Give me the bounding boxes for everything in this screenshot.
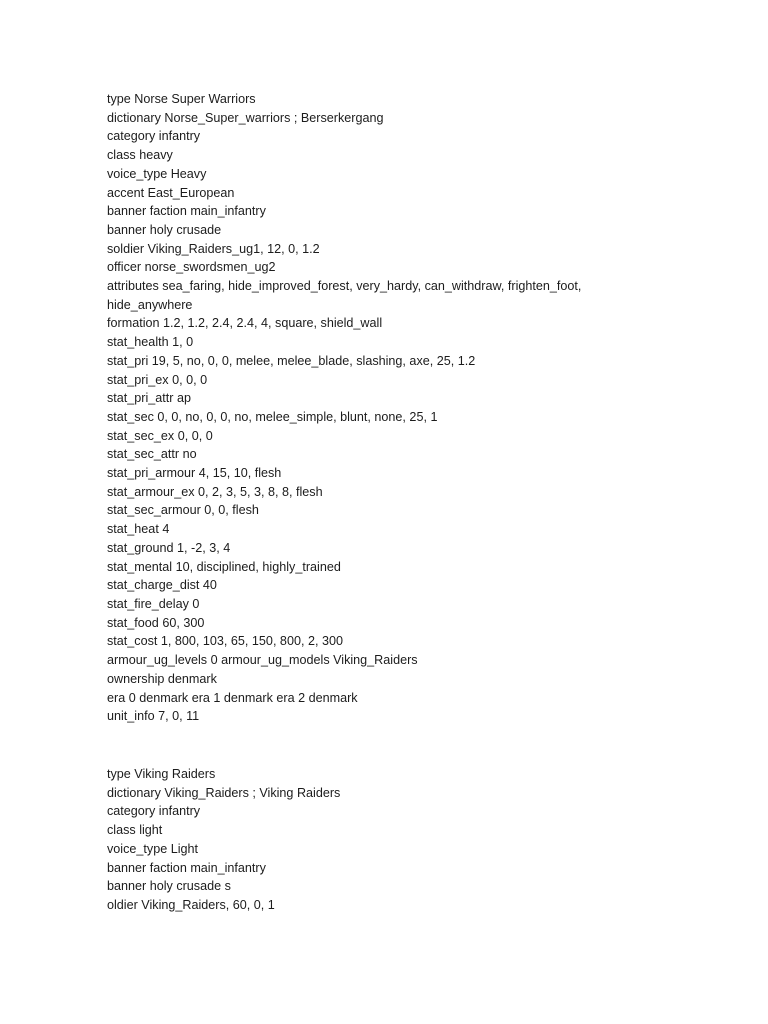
text-line: stat_sec 0, 0, no, 0, 0, no, melee_simple, blunt, none, 25, 1 — [107, 409, 438, 424]
text-line: voice_type Light — [107, 841, 199, 856]
text-line: banner holy crusade s — [107, 879, 231, 894]
text-line: class light — [107, 823, 163, 838]
text-line: dictionary Viking_Raiders ; Viking Raiders — [107, 785, 341, 800]
text-line: stat_heat 4 — [107, 522, 170, 537]
text-line: stat_health 1, 0 — [107, 335, 194, 350]
text-line: category infantry — [107, 804, 201, 819]
unit-entry-norse-super-warriors — [107, 90, 727, 726]
text-line: armour_ug_levels 0 armour_ug_models Viking_Raiders — [107, 653, 418, 668]
text-line: category infantry — [107, 129, 201, 144]
text-line: banner faction main_infantry — [107, 860, 266, 875]
text-line: stat_cost 1, 800, 103, 65, 150, 800, 2, 300 — [107, 634, 343, 649]
text-line: stat_pri_ex 0, 0, 0 — [107, 372, 208, 387]
text-line: class heavy — [107, 148, 173, 163]
text-line: ownership denmark — [107, 671, 217, 686]
text-line: stat_food 60, 300 — [107, 615, 205, 630]
text-line: stat_pri_attr ap — [107, 391, 192, 406]
text-line: type Norse Super Warriors — [107, 92, 256, 106]
text-line: stat_mental 10, disciplined, highly_trained — [107, 559, 341, 574]
text-line: stat_charge_dist 40 — [107, 578, 217, 593]
text-line: attributes sea_faring, hide_improved_forest, very_hardy, can_withdraw, frighten_foot, — [107, 279, 582, 294]
text-line: banner holy crusade — [107, 222, 222, 237]
text-line: unit_info 7, 0, 11 — [107, 709, 200, 724]
text-line: stat_ground 1, -2, 3, 4 — [107, 540, 231, 555]
text-line: formation 1.2, 1.2, 2.4, 2.4, 4, square, shield_wall — [107, 316, 383, 331]
text-line: banner faction main_infantry — [107, 204, 266, 219]
text-line: stat_sec_attr no — [107, 447, 197, 462]
text-line: type Viking Raiders — [107, 767, 216, 781]
text-line: stat_armour_ex 0, 2, 3, 5, 3, 8, 8, flesh — [107, 484, 323, 499]
text-line: hide_anywhere — [107, 297, 193, 312]
text-line: soldier Viking_Raiders_ug1, 12, 0, 1.2 — [107, 241, 320, 256]
unit-entry-viking-raiders — [107, 765, 727, 915]
text-line: era 0 denmark era 1 denmark era 2 denmark — [107, 690, 358, 705]
text-line: stat_fire_delay 0 — [107, 596, 200, 611]
text-line: officer norse_swordsmen_ug2 — [107, 260, 276, 275]
text-line: dictionary Norse_Super_warriors ; Berserkergang — [107, 110, 384, 125]
text-line: voice_type Heavy — [107, 166, 207, 181]
text-line: accent East_European — [107, 185, 235, 200]
text-line: stat_sec_ex 0, 0, 0 — [107, 428, 213, 443]
text-line: oldier Viking_Raiders, 60, 0, 1 — [107, 897, 275, 912]
text-line: stat_sec_armour 0, 0, flesh — [107, 503, 259, 518]
text-line: stat_pri_armour 4, 15, 10, flesh — [107, 466, 282, 481]
text-line: stat_pri 19, 5, no, 0, 0, melee, melee_blade, slashing, axe, 25, 1.2 — [107, 353, 476, 368]
